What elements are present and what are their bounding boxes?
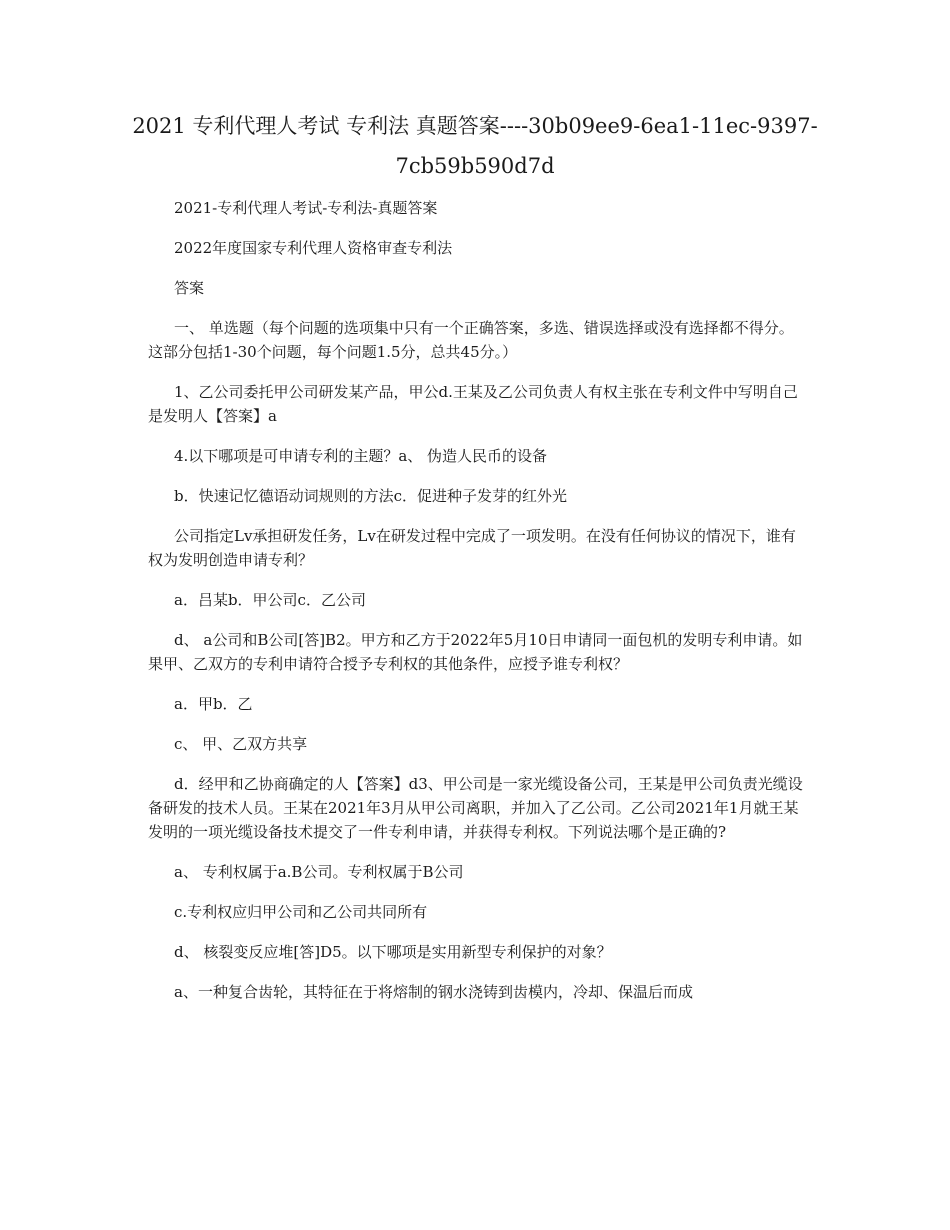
paragraph: 公司指定Lv承担研发任务，Lv在研发过程中完成了一项发明。在没有任何协议的情况下，谁有权为发明创造申请专利？ <box>148 527 796 569</box>
paragraph: 答案 <box>174 279 205 297</box>
paragraph: a．吕某b．甲公司c．乙公司 <box>174 591 366 609</box>
document-title: 2021 专利代理人考试 专利法 真题答案----30b09ee9-6ea1-11ec-9397-7cb59b590d7d <box>132 114 818 178</box>
paragraph: 2021-专利代理人考试-专利法-真题答案 <box>174 199 438 217</box>
paragraph: a．甲b．乙 <box>174 695 253 713</box>
paragraph: 一、 单选题（每个问题的选项集中只有一个正确答案，多选、错误选择或没有选择都不得分。这部分包括1-30个问题，每个问题1.5分，总共45分。） <box>148 319 794 361</box>
document-body <box>148 196 803 1020</box>
paragraph: b．快速记忆德语动词规则的方法c．促进种子发芽的红外光 <box>174 487 568 505</box>
paragraph: c.专利权应归甲公司和乙公司共同所有 <box>174 903 428 921</box>
paragraph: c、 甲、乙双方共享 <box>174 735 308 753</box>
paragraph: 4.以下哪项是可申请专利的主题？a、 伪造人民币的设备 <box>174 447 548 465</box>
paragraph: d．经甲和乙协商确定的人【答案】d3、甲公司是一家光缆设备公司，王某是甲公司负责光缆设备研发的技术人员。王某在2021年3月从甲公司离职，并加入了乙公司。乙公司2021年1月就王某发明的一项光缆设备技术提交了一件专利申请，并获得专利权。下列说法哪个是正确的? <box>148 775 803 841</box>
paragraph: d、 a公司和B公司[答]B2。甲方和乙方于2022年5月10日申请同一面包机的发明专利申请。如果甲、乙双方的专利申请符合授予专利权的其他条件，应授予谁专利权？ <box>148 631 803 673</box>
paragraph: 1、乙公司委托甲公司研发某产品，甲公d.王某及乙公司负责人有权主张在专利文件中写明自己是发明人【答案】a <box>148 383 798 425</box>
paragraph: 2022年度国家专利代理人资格审查专利法 <box>174 239 453 257</box>
paragraph: d、 核裂变反应堆[答]D5。以下哪项是实用新型专利保护的对象？ <box>174 943 612 961</box>
paragraph: a、 专利权属于a.B公司。专利权属于B公司 <box>174 863 464 881</box>
paragraph: a、一种复合齿轮，其特征在于将熔制的钢水浇铸到齿模内，冷却、保温后而成 <box>174 983 693 1001</box>
